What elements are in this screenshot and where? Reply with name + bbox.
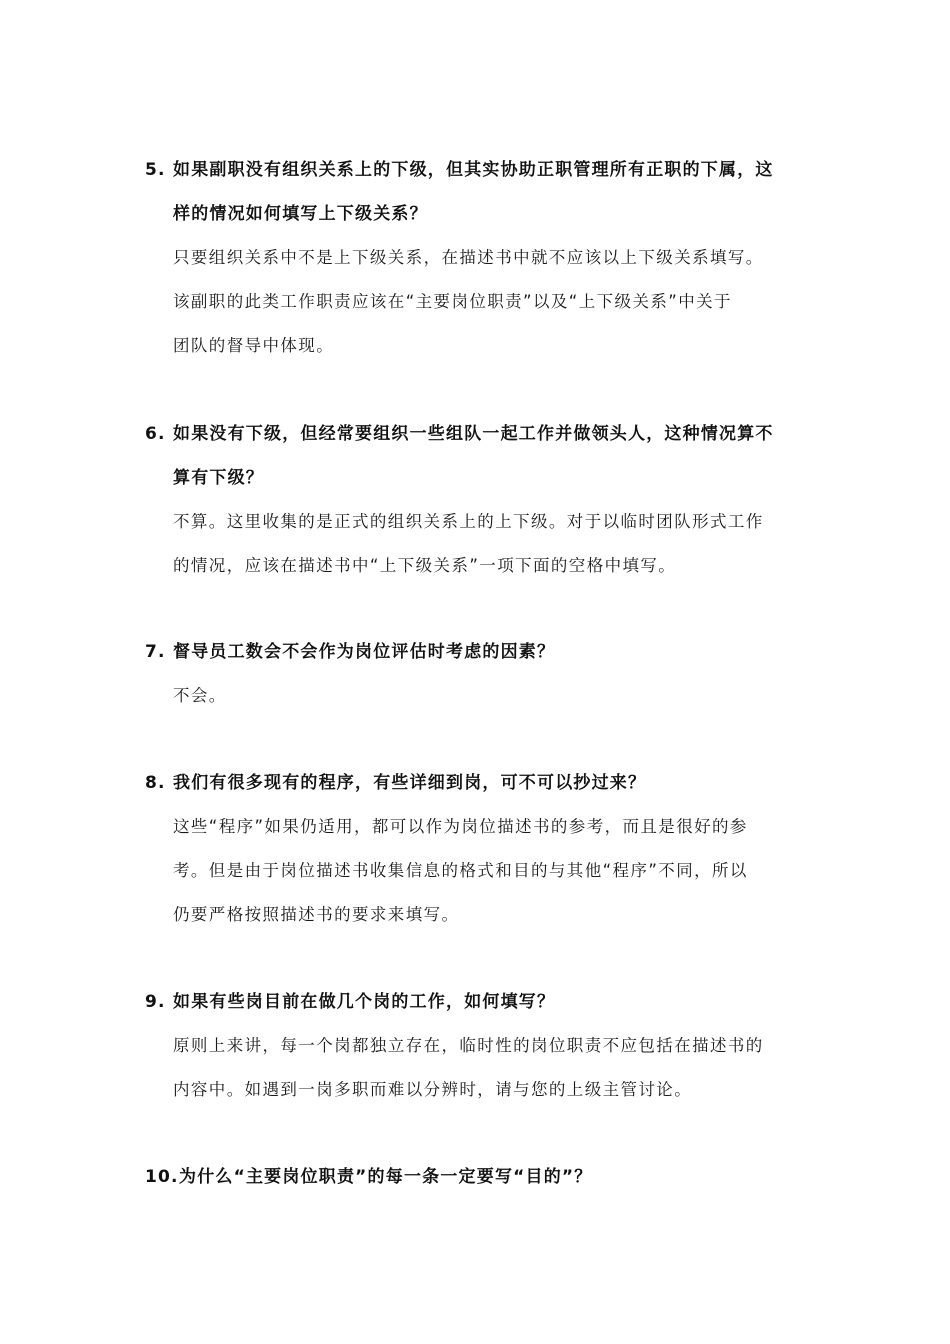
question-5-line-1 [145, 159, 774, 181]
question-text: 如果有些岗目前在做几个岗的工作，如何填写？ [173, 992, 556, 1012]
answer-6-line-2: 的情况，应该在描述书中“上下级关系”一项下面的空格中填写。 [173, 556, 677, 575]
question-7-line-1 [145, 641, 555, 663]
question-10-line-1 [145, 1166, 593, 1188]
question-number: 9. [145, 992, 166, 1012]
question-text: 我们有很多现有的程序，有些详细到岗，可不可以抄过来？ [173, 773, 647, 793]
question-text: 如果没有下级，但经常要组织一些组队一起工作并做领头人，这种情况算不 [173, 424, 774, 444]
question-text: 如果副职没有组织关系上的下级，但其实协助正职管理所有正职的下属，这 [173, 160, 774, 180]
question-number: 8. [145, 773, 166, 793]
question-text: 督导员工数会不会作为岗位评估时考虑的因素？ [173, 642, 556, 662]
question-9-line-1 [145, 991, 555, 1013]
answer-5-line-3: 团队的督导中体现。 [173, 336, 335, 355]
question-number: 6. [145, 424, 166, 444]
answer-5-line-1: 只要组织关系中不是上下级关系，在描述书中就不应该以上下级关系填写。 [173, 248, 764, 267]
question-6-line-2: 算有下级？ [173, 468, 264, 488]
question-number: 7. [145, 642, 166, 662]
question-text: 为什么“主要岗位职责”的每一条一定要写“目的”？ [179, 1167, 593, 1187]
answer-8-line-2: 考。但是由于岗位描述书收集信息的格式和目的与其他“程序”不同，所以 [173, 861, 748, 880]
answer-6-line-1: 不算。这里收集的是正式的组织关系上的上下级。对于以临时团队形式工作 [173, 512, 764, 531]
question-number: 10. [145, 1167, 179, 1187]
question-6-line-1 [145, 423, 774, 445]
question-number: 5. [145, 160, 166, 180]
answer-8-line-1: 这些“程序”如果仍适用，都可以作为岗位描述书的参考，而且是很好的参 [173, 817, 748, 836]
answer-5-line-2: 该副职的此类工作职责应该在“主要岗位职责”以及“上下级关系”中关于 [173, 292, 732, 311]
answer-9-line-1: 原则上来讲，每一个岗都独立存在，临时性的岗位职责不应包括在描述书的 [173, 1036, 764, 1055]
answer-9-line-2: 内容中。如遇到一岗多职而难以分辨时，请与您的上级主管讨论。 [173, 1080, 693, 1099]
answer-7-line-1: 不会。 [173, 686, 227, 705]
question-8-line-1 [145, 772, 646, 794]
answer-8-line-3: 仍要严格按照描述书的要求来填写。 [173, 905, 460, 924]
question-5-line-2: 样的情况如何填写上下级关系？ [173, 204, 428, 224]
